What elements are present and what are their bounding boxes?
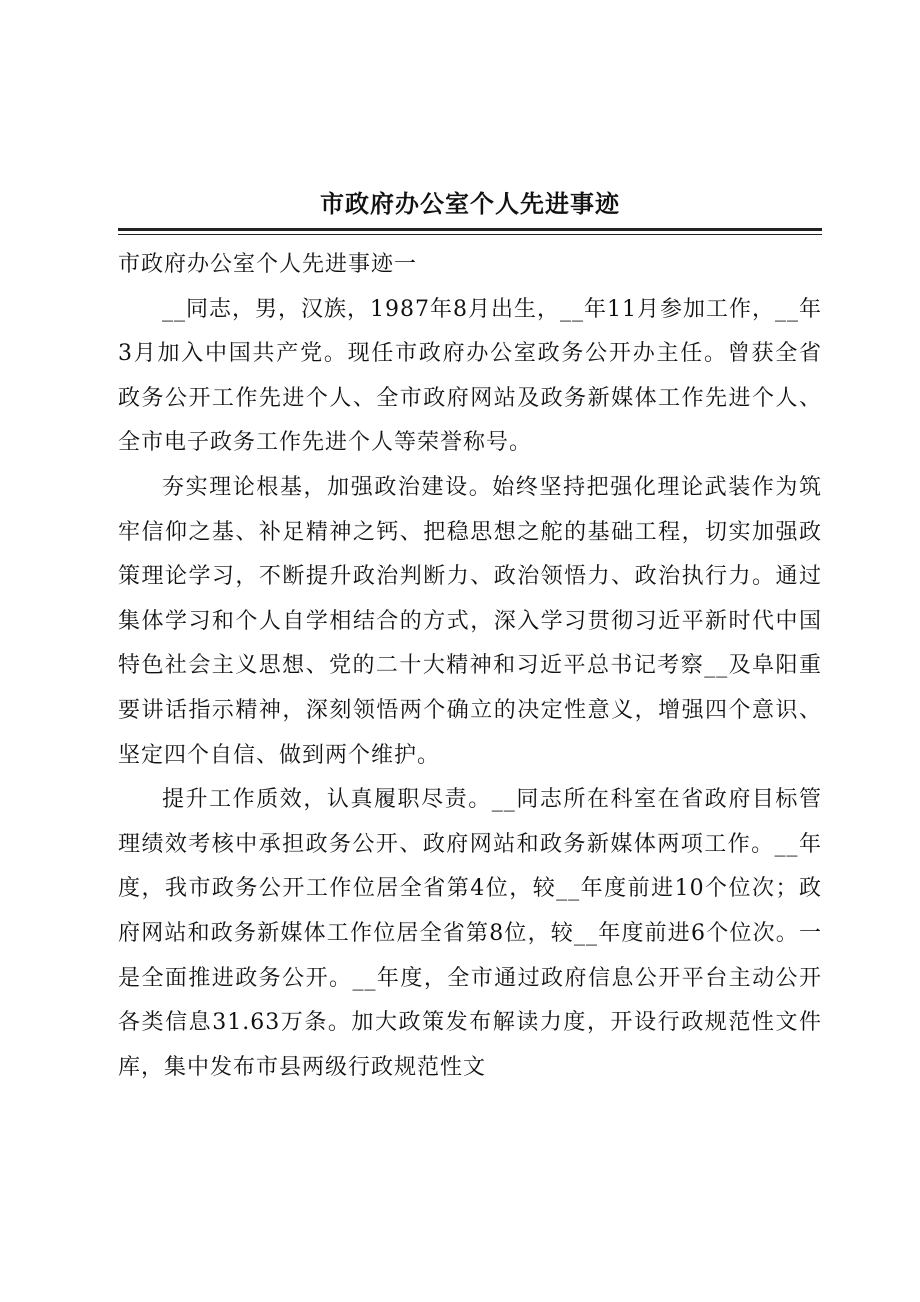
paragraph-profile: __同志，男，汉族，1987年8月出生，__年11月参加工作，__年3月加入中国共产党。现任市政府办公室政务公开办主任。曾获全省政务公开工作先进个人、全市政府网站及政务新媒体工作先进个人、全市电子政务工作先进个人等荣誉称号。	[118, 296, 822, 456]
paragraph-theory: 夯实理论根基，加强政治建设。始终坚持把强化理论武装作为筑牢信仰之基、补足精神之钙、把稳思想之舵的基础工程，切实加强政策理论学习，不断提升政治判断力、政治领悟力、政治执行力。通过集体学习和个人自学相结合的方式，深入学习贯彻习近平新时代中国特色社会主义思想、党的二十大精神和习近平总书记考察__及阜阳重要讲话指示精神，深刻领悟两个确立的决定性意义，增强四个意识、坚定四个自信、做到两个维护。	[118, 474, 822, 768]
title-divider-thin	[118, 234, 822, 235]
document-body	[118, 243, 822, 1090]
document-title: 市政府办公室个人先进事迹	[320, 189, 620, 218]
title-divider-thick	[118, 228, 822, 231]
paragraph-performance: 提升工作质效，认真履职尽责。__同志所在科室在省政府目标管理绩效考核中承担政务公开、政府网站和政务新媒体两项工作。__年度，我市政务公开工作位居全省第4位，较__年度前进10个位次；政府网站和政务新媒体工作位居全省第8位，较__年度前进6个位次。一是全面推进政务公开。__年度，全市通过政府信息公开平台主动公开各类信息31.63万条。加大政策发布解读力度，开设行政规范性文件库，集中发布市县两级行政规范性文	[118, 787, 822, 1080]
section-subtitle: 市政府办公室个人先进事迹一	[118, 252, 418, 277]
